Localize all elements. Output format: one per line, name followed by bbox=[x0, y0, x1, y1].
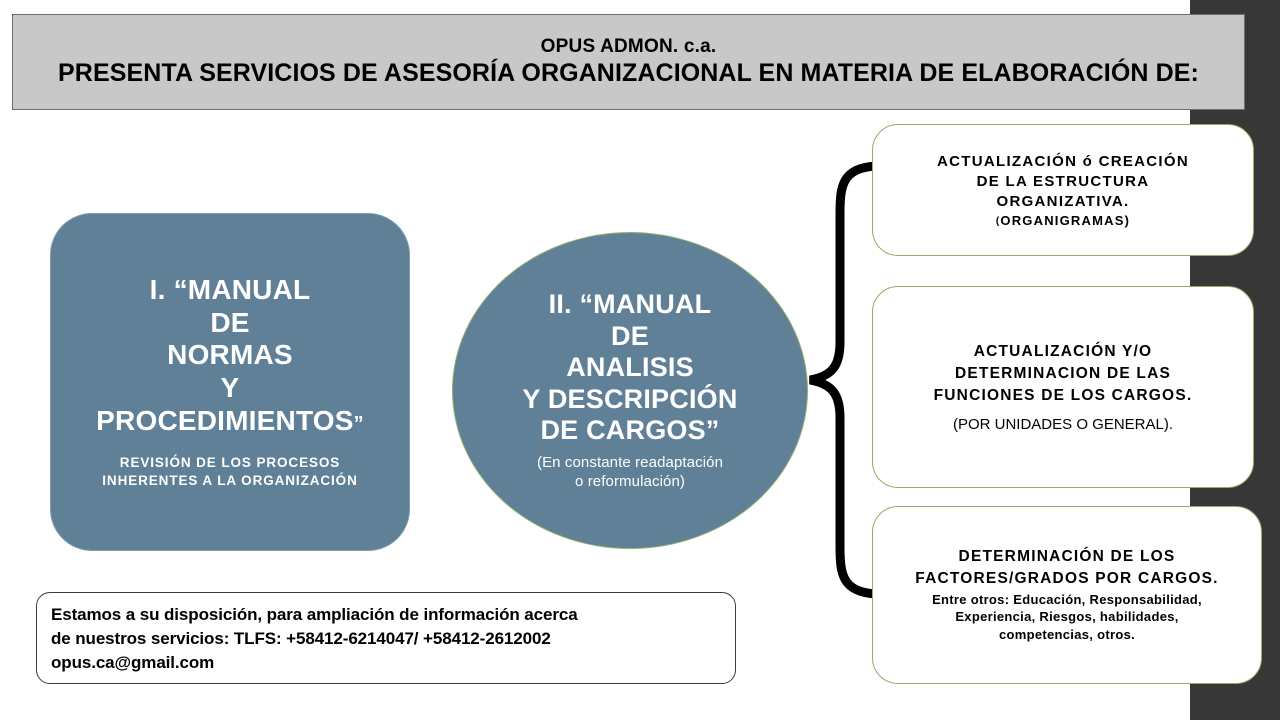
estructura-title bbox=[937, 152, 1189, 213]
funciones-title-line-2: DETERMINACION DE LAS bbox=[954, 365, 1172, 383]
estructura-title-line-1: ACTUALIZACIÓN ó CREACIÓN bbox=[936, 152, 1190, 170]
left-card-subtitle-line-2: INHERENTES A LA ORGANIZACIÓN bbox=[102, 472, 358, 488]
factores-note-line-2: Experiencia, Riesgos, habilidades, bbox=[955, 609, 1179, 625]
contact-info-box[interactable] bbox=[36, 592, 736, 684]
left-card-title-line-5 bbox=[96, 405, 364, 438]
factores-note bbox=[932, 591, 1202, 644]
page-title: PRESENTA SERVICIOS DE ASESORÍA ORGANIZACIONAL EN MATERIA DE ELABORACIÓN DE: bbox=[58, 59, 1199, 88]
ellipse-subtitle bbox=[537, 453, 723, 492]
card-manual-normas-procedimientos[interactable] bbox=[50, 213, 410, 551]
estructura-title-line-3: ORGANIZATIVA. bbox=[996, 193, 1130, 211]
header-banner bbox=[12, 14, 1245, 110]
card-funciones-de-los-cargos[interactable] bbox=[872, 286, 1254, 488]
funciones-note: (POR UNIDADES O GENERAL). bbox=[952, 415, 1174, 433]
factores-title bbox=[915, 546, 1218, 589]
ellipse-title-line-5: DE CARGOS” bbox=[540, 415, 720, 446]
ellipse-title-line-4: Y DESCRIPCIÓN bbox=[522, 383, 738, 414]
ellipse-title bbox=[522, 289, 737, 447]
company-name: OPUS ADMON. c.a. bbox=[540, 35, 717, 57]
ellipse-title-line-3: ANALISIS bbox=[566, 352, 694, 383]
contact-line-1: Estamos a su disposición, para ampliación de información acerca bbox=[51, 605, 578, 624]
factores-note-line-3: competencias, otros. bbox=[998, 626, 1136, 642]
left-card-title-line-4: Y bbox=[220, 372, 240, 404]
estructura-note-paren: ( bbox=[995, 216, 1001, 228]
estructura-note-text: ORGANIGRAMAS) bbox=[1000, 213, 1131, 229]
card-factores-grados-por-cargos[interactable] bbox=[872, 506, 1262, 684]
ellipse-subtitle-line-2: o reformulación) bbox=[575, 473, 685, 491]
factores-note-line-1: Entre otros: Educación, Responsabilidad, bbox=[932, 591, 1202, 607]
funciones-title bbox=[934, 341, 1193, 406]
left-card-closing-quote: ” bbox=[353, 412, 364, 435]
contact-email[interactable]: opus.ca@gmail.com bbox=[51, 653, 215, 673]
left-card-title-line-5-text: PROCEDIMIENTOS bbox=[96, 404, 354, 436]
funciones-title-line-3: FUNCIONES DE LOS CARGOS. bbox=[933, 386, 1193, 404]
left-card-subtitle bbox=[102, 454, 357, 490]
estructura-note bbox=[996, 213, 1130, 228]
left-card-title-line-3: NORMAS bbox=[167, 339, 293, 371]
ellipse-title-line-1: II. “MANUAL bbox=[548, 289, 712, 320]
left-card-title bbox=[96, 274, 364, 438]
left-card-title-line-2: DE bbox=[210, 306, 250, 338]
ellipse-title-line-2: DE bbox=[611, 320, 649, 351]
factores-title-line-2: FACTORES/GRADOS POR CARGOS. bbox=[915, 570, 1219, 588]
left-card-subtitle-line-1: REVISIÓN DE LOS PROCESOS bbox=[119, 454, 341, 470]
left-card-title-line-1: I. “MANUAL bbox=[149, 273, 311, 305]
curly-brace-connector bbox=[806, 160, 880, 600]
contact-line-2: de nuestros servicios: TLFS: +58412-6214047/ +58412-2612002 bbox=[51, 629, 551, 649]
card-estructura-organizativa[interactable] bbox=[872, 124, 1254, 256]
factores-title-line-1: DETERMINACIÓN DE LOS bbox=[958, 548, 1176, 566]
ellipse-manual-analisis-descripcion-cargos[interactable] bbox=[452, 232, 808, 549]
ellipse-subtitle-line-1: (En constante readaptación bbox=[536, 453, 724, 471]
funciones-title-line-1: ACTUALIZACIÓN Y/O bbox=[973, 343, 1153, 361]
estructura-title-line-2: DE LA ESTRUCTURA bbox=[976, 172, 1150, 190]
